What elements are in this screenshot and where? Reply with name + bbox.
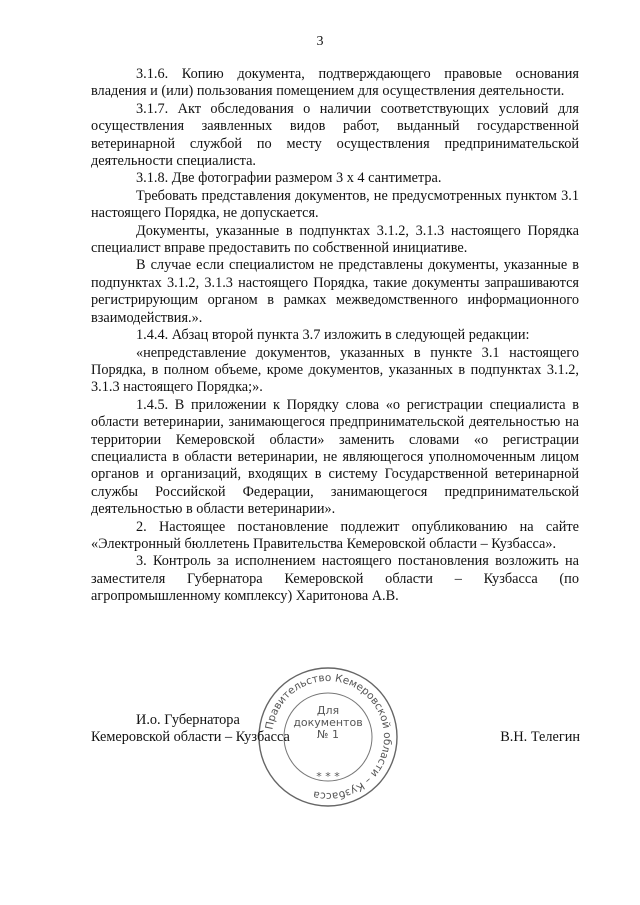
paragraph-new-wording: «непредставление документов, указанных в пункте 3.1 настоящего Порядка, в полном объеме, кроме документов, указанных в подпунктах 3.1.2, 3.1.3 настоящего Порядка;». — [91, 344, 579, 396]
paragraph-1-4-5: 1.4.5. В приложении к Порядку слова «о регистрации специалиста в области ветеринарии, занимающегося предпринимательской деятельностью на территории Кемеровской области» заменить словами «о регистрации специалиста в области ветеринарии, не являющегося уполномоченным лицом органов и организаций, входящих в систему Государственной ветеринарной службы Российской Федерации, занимающегося предпринимательской деятельностью в области ветеринарии». — [91, 396, 579, 518]
stamp-line-1: Для — [316, 704, 340, 717]
stamp-line-2: документов — [293, 716, 363, 729]
page-number: 3 — [316, 34, 324, 49]
paragraph-publication: 2. Настоящее постановление подлежит опубликованию на сайте «Электронный бюллетень Правительства Кемеровской области – Кузбасса». — [91, 518, 579, 552]
signatory-name: В.Н. Телегин — [500, 729, 580, 745]
paragraph-own-initiative: Документы, указанные в подпунктах 3.1.2, 3.1.3 настоящего Порядка специалист вправе предоставить по собственной инициативе. — [91, 222, 579, 257]
stamp-line-3: № 1 — [317, 728, 339, 741]
paragraph-3-1-6: 3.1.6. Копию документа, подтверждающего правовые основания владения и (или) пользования помещением для осуществления деятельности. — [91, 66, 579, 100]
paragraph-interagency-request: В случае если специалистом не представлены документы, указанные в подпунктах 3.1.2, 3.1.3 настоящего Порядка, такие документы запрашиваются регистрирующим органом в рамках межведомственного информационного взаимодействия.». — [91, 257, 579, 326]
paragraph-no-extra-docs: Требовать представления документов, не предусмотренных пунктом 3.1 настоящего Порядка, не допускается. — [91, 187, 579, 222]
signatory-role-line-1: И.о. Губернатора — [136, 712, 240, 728]
paragraph-3-1-8: 3.1.8. Две фотографии размером 3 х 4 сантиметра. — [136, 170, 442, 187]
stamp-ring-text: Правительство Кемеровской области – Кузбасса — [263, 671, 394, 803]
paragraph-1-4-4: 1.4.4. Абзац второй пункта 3.7 изложить в следующей редакции: — [136, 327, 530, 344]
signatory-role-line-2: Кемеровской области – Кузбасса — [91, 729, 290, 745]
paragraph-3-1-7: 3.1.7. Акт обследования о наличии соответствующих условий для осуществления заявленных видов работ, выданный государственной ветеринарной службой по месту осуществления предпринимательской деятельности специалиста. — [91, 100, 579, 170]
paragraph-control: 3. Контроль за исполнением настоящего постановления возложить на заместителя Губернатора Кемеровской области – Кузбасса (по агропромышленному комплексу) Харитонова А.В. — [91, 553, 579, 605]
stamp-stars: * * * — [316, 770, 340, 783]
